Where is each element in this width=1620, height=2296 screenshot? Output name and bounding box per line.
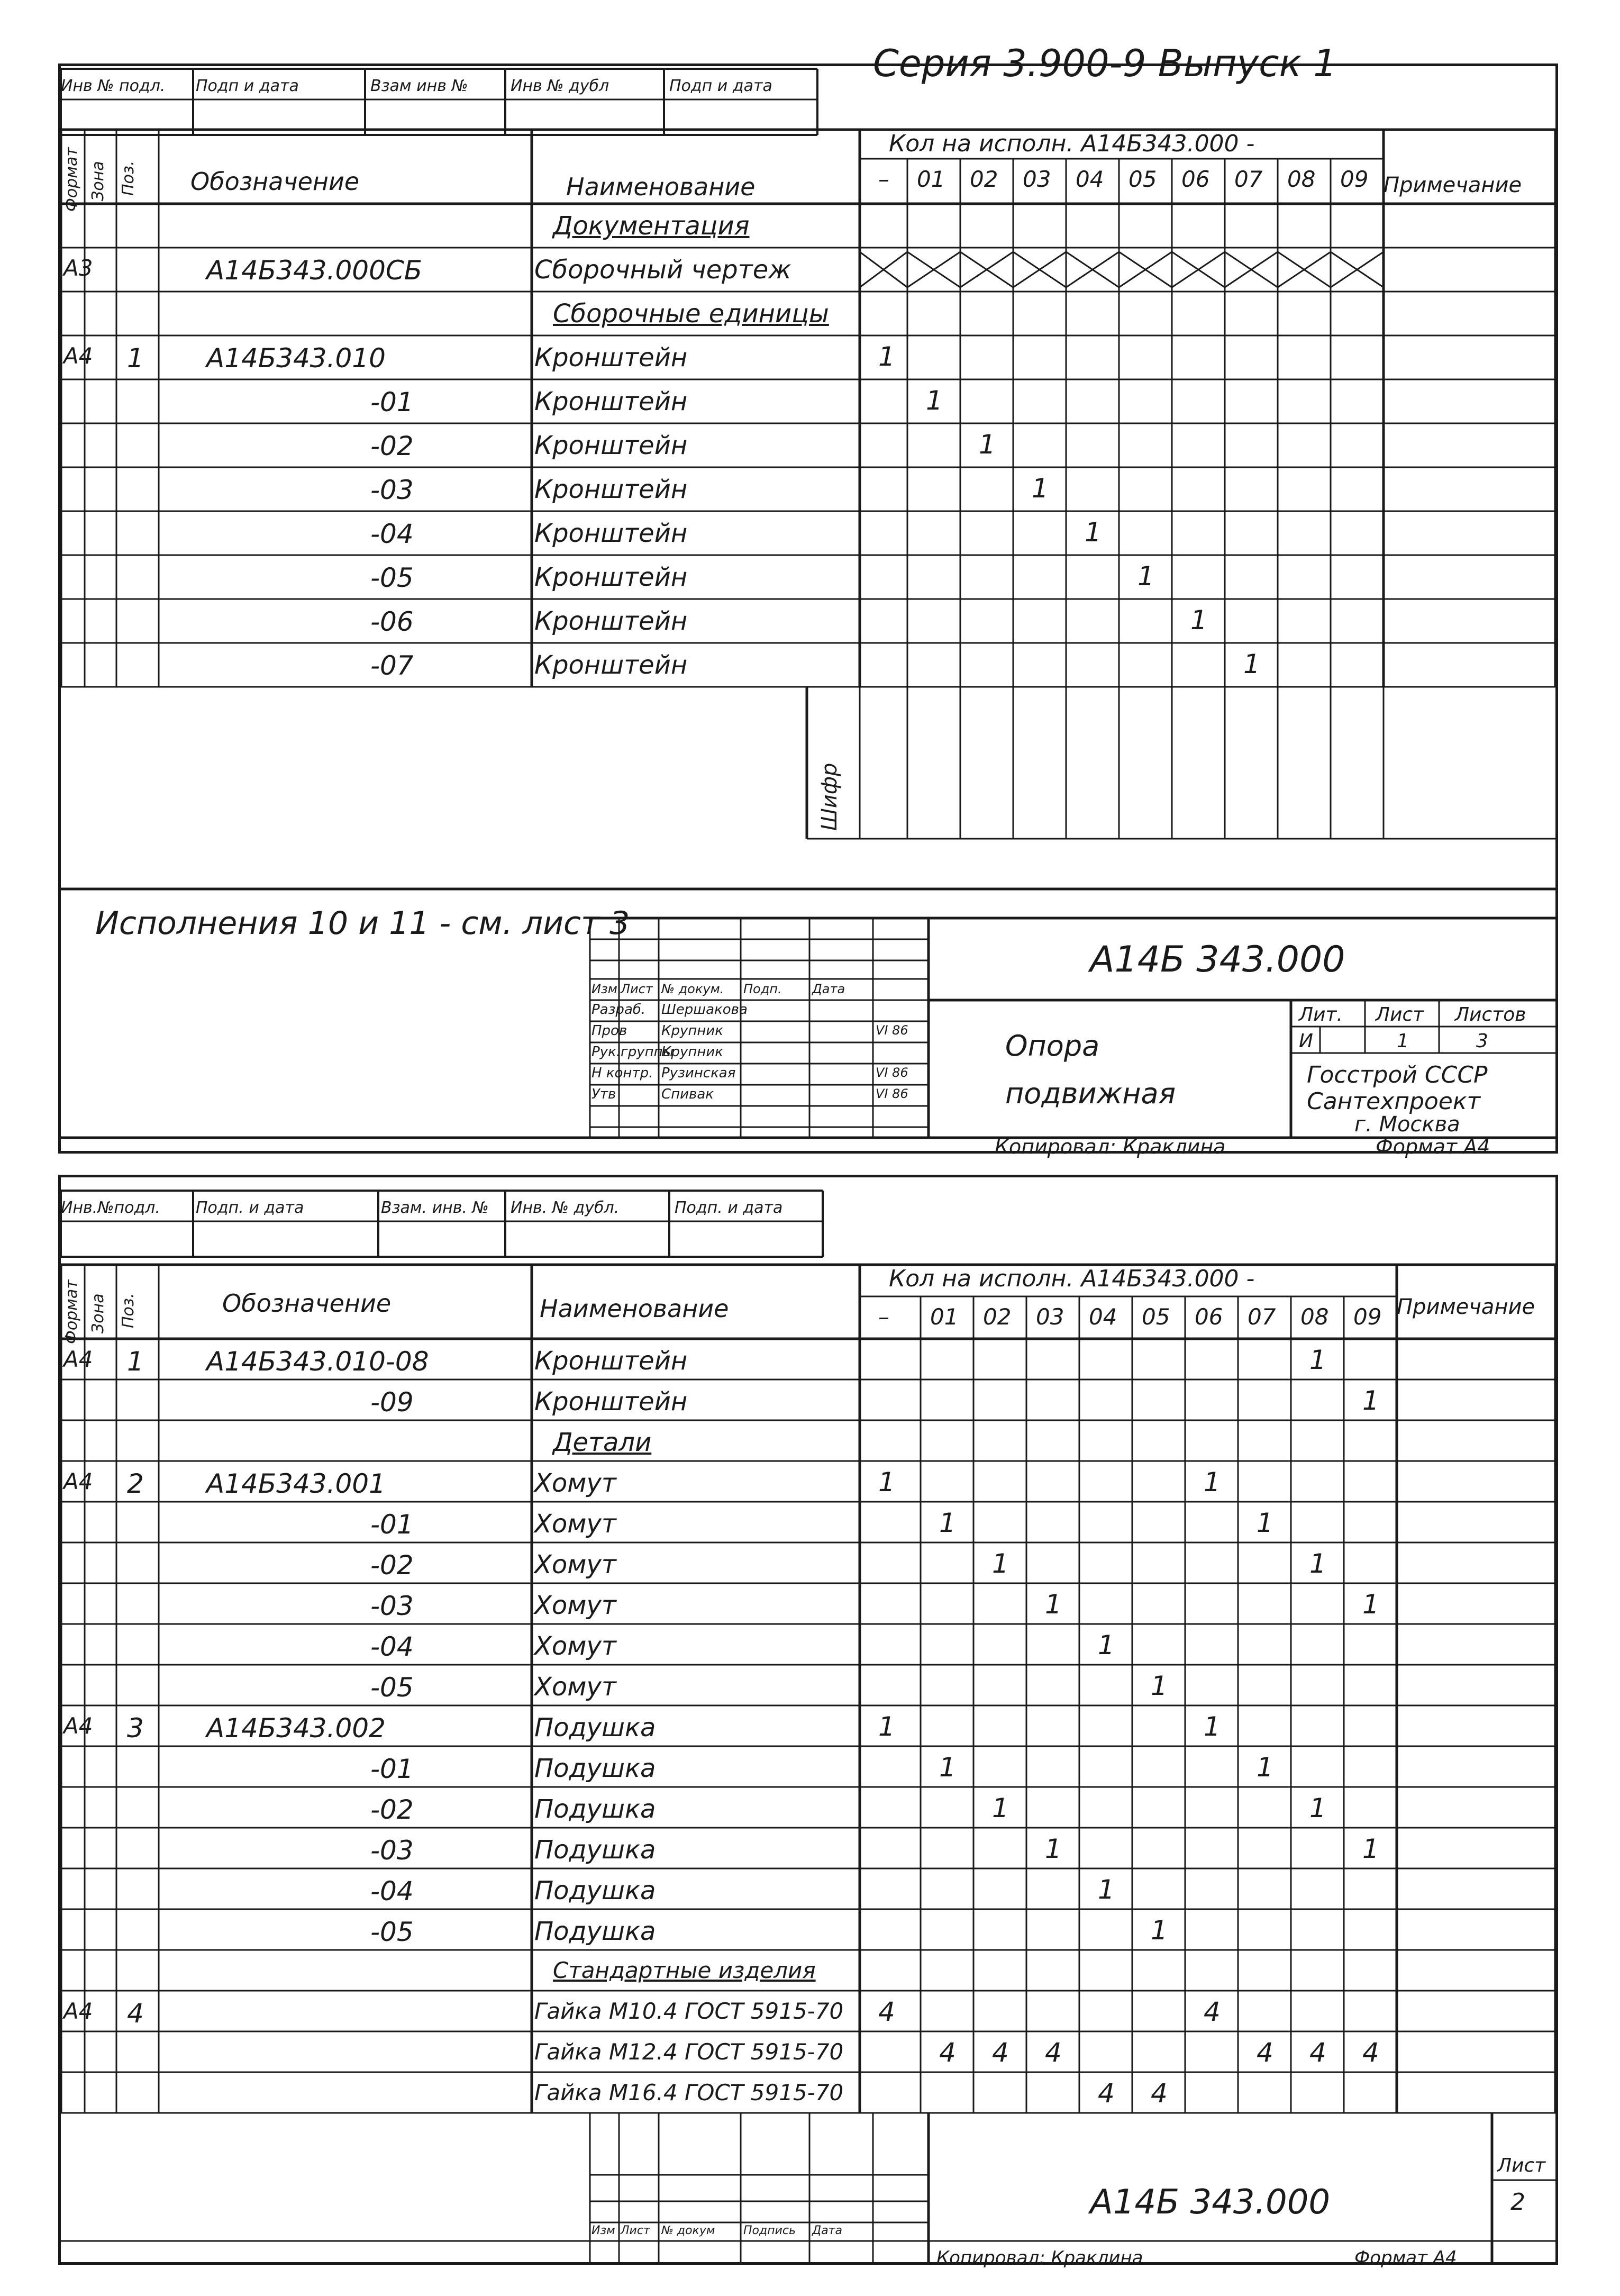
sheets-label: Листов — [1455, 1004, 1526, 1026]
row-designation: -09 — [370, 1387, 414, 1418]
row-designation: -03 — [370, 475, 414, 505]
row-designation: -01 — [370, 1754, 414, 1784]
row-designation: -02 — [370, 1550, 414, 1581]
header-note: Примечание — [1384, 173, 1522, 197]
row-name: Кронштейн — [534, 475, 688, 504]
qty-cell: 4 — [878, 1996, 895, 2027]
format-label-2: Формат А4 — [1354, 2247, 1457, 2268]
sheet-value: 1 — [1397, 1030, 1409, 1052]
stamp2-sign-date: Подп. и дата — [196, 1199, 304, 1217]
qty-cell: 1 — [1204, 1711, 1221, 1742]
stamp-inv-dup: Инв № дубл — [511, 77, 609, 95]
qty-cell: 1 — [1045, 1834, 1062, 1864]
row-designation: -05 — [370, 1672, 414, 1703]
qty-cell: 1 — [1362, 1589, 1379, 1620]
signer-name: Крупник — [661, 1044, 723, 1060]
row-position: 4 — [127, 1998, 144, 2029]
header-zone: Зона — [89, 161, 107, 201]
row-position: 2 — [127, 1468, 144, 1499]
row-name: Кронштейн — [534, 1387, 688, 1417]
title2-col-header: Лист — [621, 2224, 650, 2237]
section-heading: Документация — [553, 211, 750, 241]
row-position: 3 — [127, 1713, 144, 1744]
title2-designation: А14Б 343.000 — [1090, 2183, 1331, 2222]
row-format: А3 — [63, 255, 93, 281]
qty-cell: 1 — [992, 1548, 1009, 1579]
title-line-1: Опора — [1005, 1029, 1100, 1063]
stamp2-replaced-inv: Взам. инв. № — [381, 1199, 489, 1217]
row-name: Подушка — [534, 1876, 656, 1905]
row-name: Подушка — [534, 1754, 656, 1783]
row-format: А4 — [63, 1346, 93, 1372]
title2-sheet-value: 2 — [1510, 2189, 1525, 2216]
row-name: Хомут — [534, 1631, 616, 1661]
row-name: Хомут — [534, 1591, 616, 1620]
row-name: Подушка — [534, 1713, 656, 1743]
header-name: Наименование — [566, 173, 756, 201]
variant-col-header: 06 — [1181, 166, 1210, 192]
row-name: Кронштейн — [534, 431, 688, 460]
title-designation: А14Б 343.000 — [1090, 939, 1345, 981]
title2-col-header: № докум — [661, 2224, 715, 2237]
row-designation: -03 — [370, 1591, 414, 1621]
title-line-2: подвижная — [1005, 1077, 1176, 1110]
qty-cell: 1 — [1257, 1508, 1273, 1538]
signer-role: Пров — [591, 1023, 627, 1039]
org-line-1: Госстрой СССР — [1307, 1061, 1488, 1088]
header-qty: Кол на исполн. А14Б343.000 - — [889, 130, 1255, 157]
header-pos: Поз. — [119, 160, 138, 196]
signer-role: Утв — [591, 1086, 616, 1102]
copied-by-2: Копировал: Краклина — [936, 2247, 1143, 2268]
variant-col-header: 04 — [1076, 166, 1104, 192]
qty-cell: 1 — [1309, 1548, 1326, 1579]
row-format: А4 — [63, 343, 93, 369]
copied-by-1: Копировал: Краклина — [995, 1135, 1226, 1158]
title2-col-header: Дата — [812, 2224, 842, 2237]
qty-cell: 1 — [1362, 1385, 1379, 1416]
variant-col-header: 02 — [970, 166, 998, 192]
variant-col-header: 08 — [1287, 166, 1316, 192]
row-designation: -02 — [370, 1794, 414, 1825]
header2-pos: Поз. — [119, 1293, 138, 1328]
row-name: Подушка — [534, 1794, 656, 1824]
variant-col-header: 09 — [1340, 166, 1369, 192]
row-name: Хомут — [534, 1550, 616, 1580]
variant-col-header: 01 — [930, 1304, 959, 1330]
org-line-2: Сантехпроект — [1307, 1088, 1481, 1115]
row-name: Подушка — [534, 1835, 656, 1865]
qty-cell: 4 — [1362, 2037, 1379, 2068]
qty-cell: 1 — [1045, 1589, 1062, 1620]
signer-date: VI 86 — [876, 1023, 908, 1038]
row-designation: -04 — [370, 519, 414, 549]
row-designation: -04 — [370, 1876, 414, 1907]
section-heading: Стандартные изделия — [553, 1957, 816, 1983]
row-designation: А14Б343.000СБ — [206, 255, 423, 286]
qty-cell: 4 — [1045, 2037, 1062, 2068]
cipher-label: Шифр — [817, 763, 842, 831]
row-name: Кронштейн — [534, 387, 688, 416]
qty-cell: 1 — [1309, 1345, 1326, 1375]
qty-cell: 4 — [1098, 2078, 1115, 2109]
qty-cell: 1 — [1085, 517, 1102, 548]
signer-role: Н контр. — [591, 1065, 653, 1081]
row-name: Сборочный чертеж — [534, 255, 791, 285]
qty-cell: 1 — [1309, 1793, 1326, 1823]
qty-cell: 4 — [1204, 1996, 1221, 2027]
stamp-sign-date-2: Подп и дата — [669, 77, 772, 95]
lit-value: И — [1299, 1030, 1313, 1052]
signer-role: Разраб. — [591, 1002, 646, 1018]
section-heading: Детали — [553, 1428, 652, 1457]
row-designation: -05 — [370, 562, 414, 593]
header2-note: Примечание — [1397, 1295, 1535, 1319]
sheets-value: 3 — [1476, 1030, 1488, 1052]
qty-cell: 1 — [926, 385, 943, 416]
qty-cell: 4 — [1309, 2037, 1326, 2068]
qty-cell: 1 — [1098, 1874, 1115, 1905]
row-name: Гайка М16.4 ГОСТ 5915-70 — [534, 2080, 844, 2106]
qty-cell: 1 — [1257, 1752, 1273, 1783]
signer-role: Рук.группы — [591, 1044, 674, 1060]
series-note: Серия 3.900-9 Выпуск 1 — [873, 42, 1337, 85]
row-name: Кронштейн — [534, 343, 688, 373]
variant-col-header: – — [878, 1304, 889, 1330]
row-designation: -02 — [370, 431, 414, 461]
stamp-sign-date: Подп и дата — [196, 77, 299, 95]
variant-col-header: 02 — [983, 1304, 1012, 1330]
title-col-header: № докум. — [661, 982, 724, 996]
variant-col-header: 07 — [1234, 166, 1263, 192]
row-name: Кронштейн — [534, 606, 688, 636]
title-col-header: Изм — [591, 982, 617, 996]
signer-date: VI 86 — [876, 1086, 908, 1101]
signer-name: Шершакова — [661, 1002, 748, 1018]
header-designation: Обозначение — [190, 167, 360, 196]
signer-name: Спивак — [661, 1086, 714, 1102]
qty-cell: 1 — [1137, 561, 1154, 592]
qty-cell: 1 — [878, 341, 895, 372]
qty-cell: 1 — [1032, 473, 1049, 504]
qty-cell: 1 — [1204, 1467, 1221, 1498]
title2-col-header: Изм — [591, 2224, 615, 2237]
row-position: 1 — [127, 1346, 144, 1377]
variant-col-header: 03 — [1036, 1304, 1064, 1330]
row-designation: -07 — [370, 650, 414, 681]
qty-cell: 1 — [1190, 605, 1207, 636]
org-line-3: г. Москва — [1354, 1112, 1460, 1137]
qty-cell: 4 — [992, 2037, 1009, 2068]
variant-col-header: 07 — [1248, 1304, 1276, 1330]
lit-label: Лит. — [1299, 1004, 1343, 1026]
signer-name: Крупник — [661, 1023, 723, 1039]
variant-col-header: 05 — [1128, 166, 1157, 192]
title2-sheet-label: Лист — [1497, 2155, 1546, 2176]
header2-name: Наименование — [540, 1294, 729, 1323]
row-name: Хомут — [534, 1509, 616, 1539]
qty-cell: 1 — [1151, 1915, 1168, 1946]
variant-col-header: 05 — [1142, 1304, 1170, 1330]
sheet-label: Лист — [1376, 1004, 1424, 1026]
header2-zone: Зона — [89, 1293, 107, 1333]
row-format: А4 — [63, 1713, 93, 1739]
format-label-1: Формат А4 — [1376, 1135, 1490, 1158]
header2-qty: Кол на исполн. А14Б343.000 - — [889, 1265, 1255, 1292]
row-name: Подушка — [534, 1917, 656, 1946]
row-designation: А14Б343.010-08 — [206, 1346, 429, 1377]
row-name: Кронштейн — [534, 1346, 688, 1376]
variant-col-header: 01 — [917, 166, 945, 192]
variant-col-header: 06 — [1195, 1304, 1223, 1330]
row-designation: -04 — [370, 1631, 414, 1662]
variant-col-header: 08 — [1300, 1304, 1329, 1330]
variant-col-header: 09 — [1353, 1304, 1382, 1330]
row-format: А4 — [63, 1468, 93, 1494]
title-col-header: Лист — [621, 982, 653, 996]
title-col-header: Подп. — [743, 982, 782, 996]
variant-col-header: 04 — [1089, 1304, 1117, 1330]
qty-cell: 1 — [878, 1711, 895, 1742]
row-designation: -06 — [370, 606, 414, 637]
qty-cell: 1 — [979, 429, 996, 460]
row-designation: -05 — [370, 1917, 414, 1947]
row-designation: А14Б343.002 — [206, 1713, 386, 1744]
row-designation: А14Б343.010 — [206, 343, 386, 374]
qty-cell: 1 — [992, 1793, 1009, 1823]
signer-name: Рузинская — [661, 1065, 736, 1081]
title-col-header: Дата — [812, 982, 845, 996]
row-format: А4 — [63, 1998, 93, 2024]
stamp2-inv-dup: Инв. № дубл. — [511, 1199, 620, 1217]
row-position: 1 — [127, 343, 144, 374]
header2-format: Формат — [62, 1279, 81, 1344]
qty-cell: 4 — [1257, 2037, 1273, 2068]
qty-cell: 1 — [1151, 1671, 1168, 1701]
header-format: Формат — [62, 147, 81, 212]
row-designation: -01 — [370, 1509, 414, 1540]
header2-designation: Обозначение — [222, 1289, 392, 1318]
variant-col-header: 03 — [1023, 166, 1051, 192]
qty-cell: 4 — [1151, 2078, 1168, 2109]
executions-note: Исполнения 10 и 11 - см. лист 3 — [95, 905, 630, 942]
qty-cell: 1 — [939, 1508, 956, 1538]
row-name: Хомут — [534, 1672, 616, 1702]
stamp-inv-orig: Инв № подл. — [61, 77, 166, 95]
title2-col-header: Подпись — [743, 2224, 796, 2237]
row-name: Хомут — [534, 1468, 616, 1498]
row-name: Кронштейн — [534, 562, 688, 592]
row-name: Гайка М12.4 ГОСТ 5915-70 — [534, 2039, 844, 2065]
qty-cell: 1 — [1098, 1630, 1115, 1660]
qty-cell: 1 — [1362, 1834, 1379, 1864]
qty-cell: 4 — [939, 2037, 956, 2068]
qty-cell: 1 — [878, 1467, 895, 1498]
stamp-replaced-inv: Взам инв № — [370, 77, 468, 95]
row-designation: -03 — [370, 1835, 414, 1866]
stamp2-sign-date-2: Подп. и дата — [675, 1199, 783, 1217]
row-name: Кронштейн — [534, 650, 688, 680]
qty-cell: 1 — [1243, 649, 1260, 679]
variant-col-header: – — [878, 166, 889, 192]
stamp2-inv-orig: Инв.№подл. — [61, 1199, 160, 1217]
section-heading: Сборочные единицы — [553, 299, 829, 329]
row-designation: А14Б343.001 — [206, 1468, 386, 1499]
signer-date: VI 86 — [876, 1065, 908, 1080]
row-name: Кронштейн — [534, 519, 688, 548]
qty-cell: 1 — [939, 1752, 956, 1783]
row-designation: -01 — [370, 387, 414, 418]
row-name: Гайка М10.4 ГОСТ 5915-70 — [534, 1998, 844, 2024]
